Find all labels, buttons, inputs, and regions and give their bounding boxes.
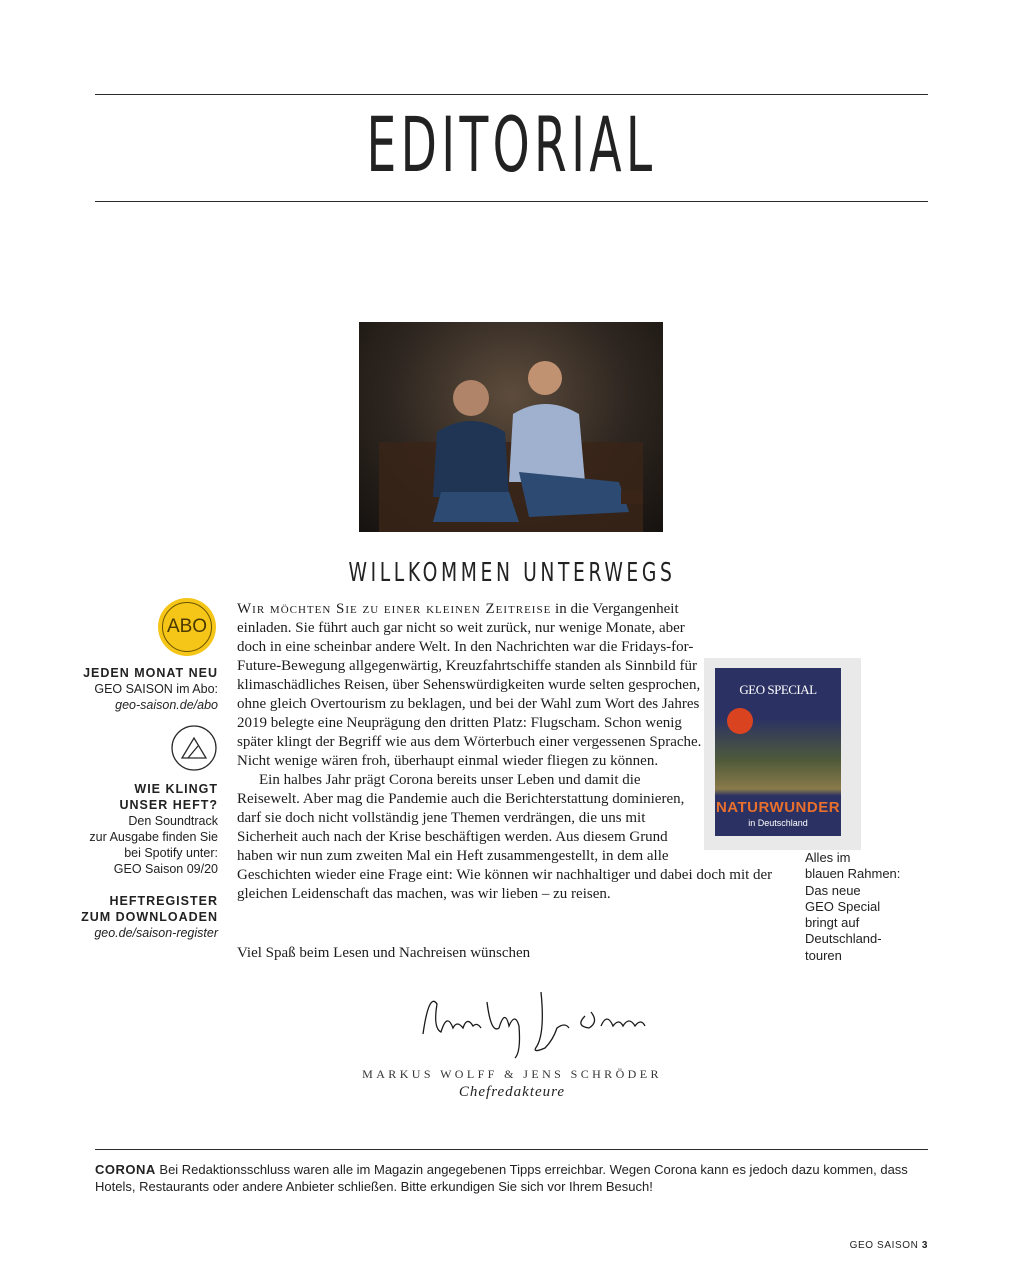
- abo-badge-label: ABO: [162, 602, 212, 652]
- cover-brand: GEO SPECIAL: [739, 682, 817, 697]
- cover-sticker: [727, 708, 753, 734]
- geo-special-cover[interactable]: [715, 668, 841, 836]
- caption-line-2: blauen Rahmen:: [805, 866, 901, 882]
- masthead-rule-bottom: [95, 201, 928, 202]
- caption-line-3: Das neue: [805, 882, 861, 898]
- corona-notice-text: Bei Redaktionsschluss waren alle im Magazin angegebenen Tipps erreichbar. Wegen Corona kann es jedoch dazu kommen, dass Hotels, Restaurants oder andere Anbieter schließen. Bitte erkundigen Sie sich vor Ihrem Besuch!: [95, 1162, 908, 1194]
- soundtrack-text-line2: zur Ausgabe finden Sie: [89, 830, 218, 844]
- register-info: [80, 893, 218, 941]
- caption-line-5: bringt auf: [805, 915, 860, 931]
- editors-signature: [395, 982, 650, 1062]
- page-folio: [850, 1240, 928, 1251]
- article-closing: Viel Spaß beim Lesen und Nachreisen wünschen: [237, 945, 531, 961]
- article-lead-in: Wir möchten Sie zu einer kleinen Zeitreise: [237, 601, 552, 617]
- folio-publication: GEO SAISON: [849, 1240, 919, 1251]
- folio-page-number: 3: [921, 1240, 928, 1251]
- subscription-link[interactable]: geo-saison.de/abo: [115, 698, 218, 712]
- soundtrack-info: [80, 781, 218, 877]
- corona-notice-label: CORONA: [95, 1162, 156, 1177]
- abo-badge[interactable]: [158, 598, 216, 656]
- register-link[interactable]: geo.de/saison-register: [94, 926, 218, 940]
- caption-line-1: Alles im: [805, 850, 851, 865]
- signer-role: Chefredakteure: [458, 1084, 566, 1100]
- register-label-line1: HEFTREGISTER: [109, 894, 218, 908]
- soundtrack-label-line2: UNSER HEFT?: [119, 798, 218, 812]
- footnote-rule: [95, 1149, 928, 1150]
- cover-caption: [805, 850, 925, 964]
- corona-notice: [95, 1161, 928, 1195]
- register-label-line2: ZUM DOWNLOADEN: [81, 910, 218, 924]
- article-paragraph-2: Ein halbes Jahr prägt Corona bereits unser Leben und damit die Reisewelt. Aber mag die Pandemie auch die Berichterstattung dominieren, darf sie doch nicht vollständig jene Themen verdrängen, die uns mit Sicherheit auch nach der Krise beschäftigen werden. Aus diesem Grund haben wir nun zum zweiten Mal ein Heft zusammengestellt, in dem alle Geschichten wieder eine Frage eint: Wie können wir nachhaltiger und dabei doch mit der gleichen Leidenschaft das machen, was wir lieben – zu reisen.: [237, 772, 773, 902]
- caption-line-4: GEO Special: [805, 898, 881, 914]
- soundtrack-text-line1: Den Soundtrack: [128, 814, 218, 828]
- article-headline: WILLKOMMEN UNTERWEGS: [348, 558, 676, 588]
- caption-line-7: touren: [805, 947, 842, 963]
- soundtrack-text-line3: bei Spotify unter:: [124, 846, 218, 860]
- article-paragraph-1-text: in die Vergangenheit einladen. Sie führt auch gar nicht so weit zurück, nur wenige Monate, aber doch in eine scheinbar andere Welt. In den Nachrichten war die Fridays-for-Future-Bewegung allgegenwärtig, Kreuzfahrtschiffe standen als Sinnbild für klimaschädliches Reisen, über Sehenswürdigkeiten wurde selten gesprochen, ohne gleich Overtourism zu beklagen, und bei der Wahl zum Wort des Jahres 2019 belegte eine Neuprägung den dritten Platz: Flugscham. Schon wenig später klingt der Begriff wie aus dem Wörterbuch einer vergessenen Sprache. Nicht wenige wären froh, überhaupt einmal wieder fliegen zu können.: [237, 601, 702, 769]
- subscription-info: [80, 665, 218, 713]
- masthead-rule-top: [95, 94, 928, 95]
- editors-photo: [359, 322, 663, 532]
- cover-title: NATURWUNDER: [715, 799, 841, 816]
- page-title: EDITORIAL: [366, 100, 657, 189]
- subscription-text: GEO SAISON im Abo:: [94, 682, 218, 696]
- signer-names: MARKUS WOLFF & JENS SCHRÖDER: [362, 1067, 662, 1081]
- caption-line-6: Deutschland-: [805, 931, 882, 947]
- soundtrack-label-line1: WIE KLINGT: [134, 782, 218, 796]
- spotify-soundtrack-icon[interactable]: [170, 724, 218, 772]
- editors-photo-illustration: [359, 322, 663, 532]
- soundtrack-text-line4: GEO Saison 09/20: [113, 862, 218, 876]
- cover-subtitle: in Deutschland: [748, 818, 808, 828]
- subscription-label: JEDEN MONAT NEU: [83, 666, 218, 680]
